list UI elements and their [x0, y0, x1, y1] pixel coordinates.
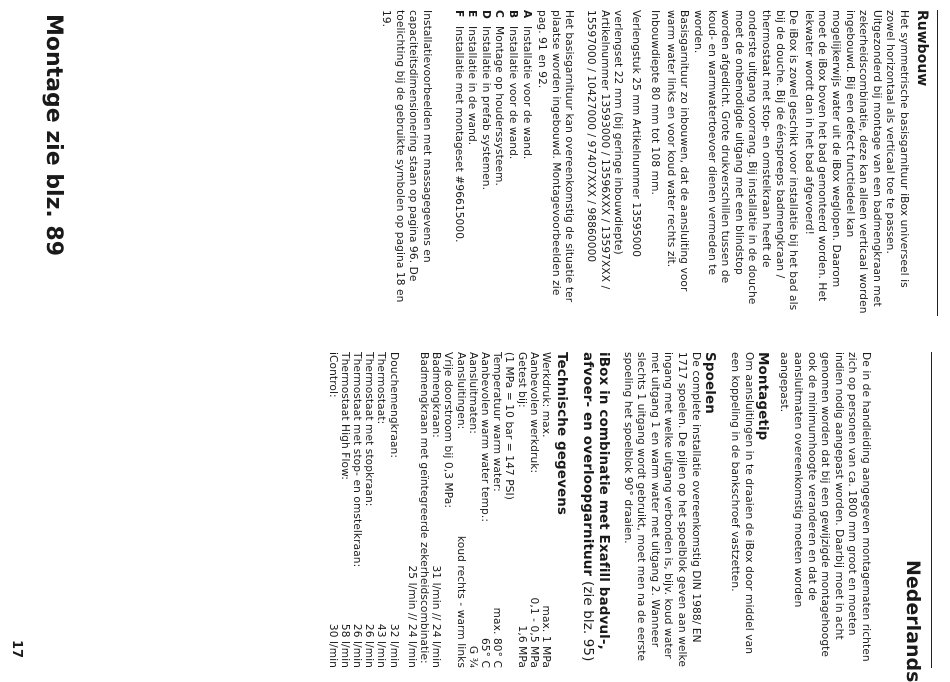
- tech-label: Aansluitmaten:: [466, 352, 479, 434]
- tech-row: [375, 352, 387, 668]
- tech-label: Aanbevolen warm water temp.:: [479, 352, 492, 523]
- ruwbouw-body: [379, 10, 910, 316]
- tech-row: [363, 352, 375, 668]
- tech-value: G ¾: [466, 645, 479, 668]
- item-text: Installatie voor de wand.: [520, 26, 533, 160]
- item-text: Installatie in de wand.: [466, 26, 479, 146]
- list-item: [465, 10, 479, 316]
- page-number: 17: [9, 640, 24, 659]
- tech-label: Douchemengkraan:: [387, 352, 400, 459]
- tech-value: 26 l/min: [351, 623, 364, 668]
- tech-row: [351, 352, 363, 668]
- list-item: [451, 10, 465, 316]
- item-text: Installatie met montageset #96615000.: [452, 26, 465, 243]
- exafill-page-ref: (zie blz. 95): [580, 581, 597, 662]
- montagetip-text: Om aansluitingen in te draaien de iBox door middel van een koppeling in de bankschroef vastzetten.: [729, 352, 755, 655]
- installation-examples-note: Installatievoorbeelden met massagegevens en capaciteitsdimensionering staan op paginа 96. De toelichting bij de gebruikte symbolen op pagina 18 en 19.: [380, 10, 433, 303]
- ruwbouw-paragraph: Inbouwdiepte 80 mm tot 108 mm.: [649, 10, 662, 195]
- tech-label: Getest bij:: [515, 352, 528, 408]
- tech-label: Werkdruk: max.: [540, 352, 553, 438]
- item-letter: D: [479, 10, 492, 19]
- ruwbouw-paragraph: Het basisgarnituur kan overeenkomstig de situatie ter plaatse worden ingebouwd. Montagevoorbeelden zie pag. 91 en 92.: [536, 10, 576, 303]
- tech-label: Badmengkraan met geïntegreerde zekerheidscombinatie:: [418, 352, 431, 664]
- list-item: [478, 10, 492, 316]
- item-letter: F: [452, 10, 465, 18]
- tech-row: [528, 352, 540, 668]
- list-item: [492, 10, 506, 316]
- tech-row: [430, 352, 442, 668]
- tech-value: koud rechts - warm links: [454, 535, 467, 668]
- tech-value: 32 l/min: [387, 623, 400, 668]
- list-item: [519, 10, 533, 316]
- installation-options-list: [451, 10, 533, 316]
- montage-reference: Montage zie blz. 89: [41, 14, 66, 257]
- exafill-heading: [580, 352, 612, 668]
- item-text: Installatie in prefab systemen.: [479, 26, 492, 191]
- tech-row: [418, 352, 430, 668]
- tech-row: [491, 352, 503, 668]
- exafill-title: iBox in combinatie met Exafill badvul-, afvoer- en overloopgarnituur: [580, 352, 613, 650]
- tech-value: 0,1 - 0,5 MPa: [527, 597, 540, 668]
- tech-label: Thermostaat met stop- en omstelkraan:: [351, 352, 364, 568]
- item-text: Installatie voor de wand.: [506, 26, 519, 160]
- tech-value: 43 l/min: [375, 623, 388, 668]
- tech-value: 31 l/min // 24 l/min: [430, 565, 443, 668]
- tech-label: Aanbevolen werkdruk:: [527, 352, 540, 474]
- tech-row: [326, 352, 338, 668]
- tech-value: 25 l/min // 24 l/min: [405, 565, 418, 668]
- spoelen-heading: Spoelen: [701, 352, 718, 414]
- tech-row: [387, 352, 399, 668]
- language-title: Nederlands: [902, 560, 924, 682]
- tech-label: Thermostaat met stopkraan:: [363, 352, 376, 507]
- montagetip-heading: Montagetip: [754, 352, 771, 441]
- tech-row: [515, 352, 527, 668]
- tech-row: [479, 352, 491, 668]
- ruwbouw-paragraph: Het symmetrische basisgarnituur iBox universeel is zowel horizontaal als verticaal toe te passen. Uitgezonderd bij montage van een badmengkraan met zekerheidscombinatie, deze kan alleen verticaal worden ingebouwd. Bij een defect functiedeel kan mogelijkerwijs water uit de iBox weglopen. Daarom moet de iBox boven het bad gemonteerd worden. Het lekwater wordt dan in het bad afgevoerd!: [802, 10, 910, 314]
- tech-label: Badmengkraan:: [430, 352, 443, 438]
- tech-row: [454, 352, 466, 668]
- left-top-rule: [937, 10, 938, 316]
- tech-row: [467, 352, 479, 668]
- tech-row: [339, 352, 351, 668]
- right-top-rule: [931, 352, 932, 668]
- ruwbouw-paragraph: Verlengstuk 25 mm Artikelnummer 13595000: [629, 10, 642, 258]
- tech-row: [442, 352, 454, 668]
- tech-value: 26 l/min: [363, 623, 376, 668]
- tech-label: (1 MPa = 10 bar = 147 PSI): [503, 352, 516, 500]
- tech-label: Temperatuur warm water:: [491, 352, 504, 492]
- tech-value: 30 l/min: [326, 623, 339, 668]
- tech-label: iControl:: [326, 352, 339, 398]
- right-column: [326, 352, 872, 668]
- tech-table: [326, 352, 552, 668]
- tech-label: Vrije doorstroom bij 0,3 MPa:: [442, 352, 455, 509]
- spoelen-text: De complete installatie overeenkomstig DIN 1988/ EN 1717 spoelen. De pijlen op het spoelblok geven aan welke ingang met welke uitgang verbonden is, bijv. koud water met uitgang 1 en warm water met uitgang 2. Wanneer slechts 1 uitgang wordt gebruikt, moet men na de eerste spoeling het spoelblok 90° draaien.: [621, 352, 702, 668]
- ruwbouw-paragraph: De iBox is zowel geschikt voor installatie bij het bad als bij de douche. Bij de éénspreeps badmengkraan / thermostaat met stop- en omstelkraan heeft de onderste uitgang voorrang. Bij installatie in de douche moet de onbenodigde uitgang met een blindstop worden afgedicht. Grote drukverschillen tussen de koud- en warmwatertoevoer dienen vermeden te worden.: [692, 10, 800, 311]
- tech-row: [503, 352, 515, 668]
- tech-value: 58 l/min: [338, 623, 351, 668]
- item-letter: B: [506, 10, 519, 19]
- item-letter: C: [493, 10, 506, 18]
- ruwbouw-paragraph: Artikelnummer 13593000 / 13596XXX / 13597XXX / 15597000 / 10427000 / 97407XXX / 98860000: [584, 10, 611, 290]
- item-letter: A: [520, 10, 533, 19]
- tech-row: [406, 352, 418, 668]
- tech-value: max. 80° C: [491, 607, 504, 668]
- tech-value: max. 1 MPa: [540, 605, 553, 668]
- tech-value: 1,6 MPa: [515, 625, 528, 668]
- item-letter: E: [466, 10, 479, 18]
- list-item: [505, 10, 519, 316]
- ruwbouw-paragraph: Basisgarnituur zo inbouwen, dat de aansluiting voor warm water links en voor koud water rechts zit.: [664, 10, 691, 292]
- tech-label: Aansluitingen:: [454, 352, 467, 430]
- tech-value: 65° C: [479, 637, 492, 668]
- intro-paragraph: De in de handleiding aangegeven montagematen richten zich op personen van ca. 1800 mm groot en moeten indien nodig aangepast worden. Daarbij moet in acht genomen worden dat bij een gewijzigde montagehoogte ook de minimumhoogte veranderen en dat de aansluitmaten overeenkomstig moeten worden aangepast.: [778, 352, 872, 662]
- item-text: Montage op houderssysteem.: [493, 26, 506, 186]
- ruwbouw-paragraph: verlengset 22 mm (bij geringe inbouwdiepte): [612, 10, 625, 255]
- tech-heading: Technische gegevens: [554, 352, 571, 516]
- ruwbouw-heading: Ruwbouw: [914, 10, 930, 87]
- tech-label: Thermostaat:: [375, 352, 388, 425]
- tech-row: [540, 352, 552, 668]
- tech-label: Thermostaat High Flow:: [338, 352, 351, 480]
